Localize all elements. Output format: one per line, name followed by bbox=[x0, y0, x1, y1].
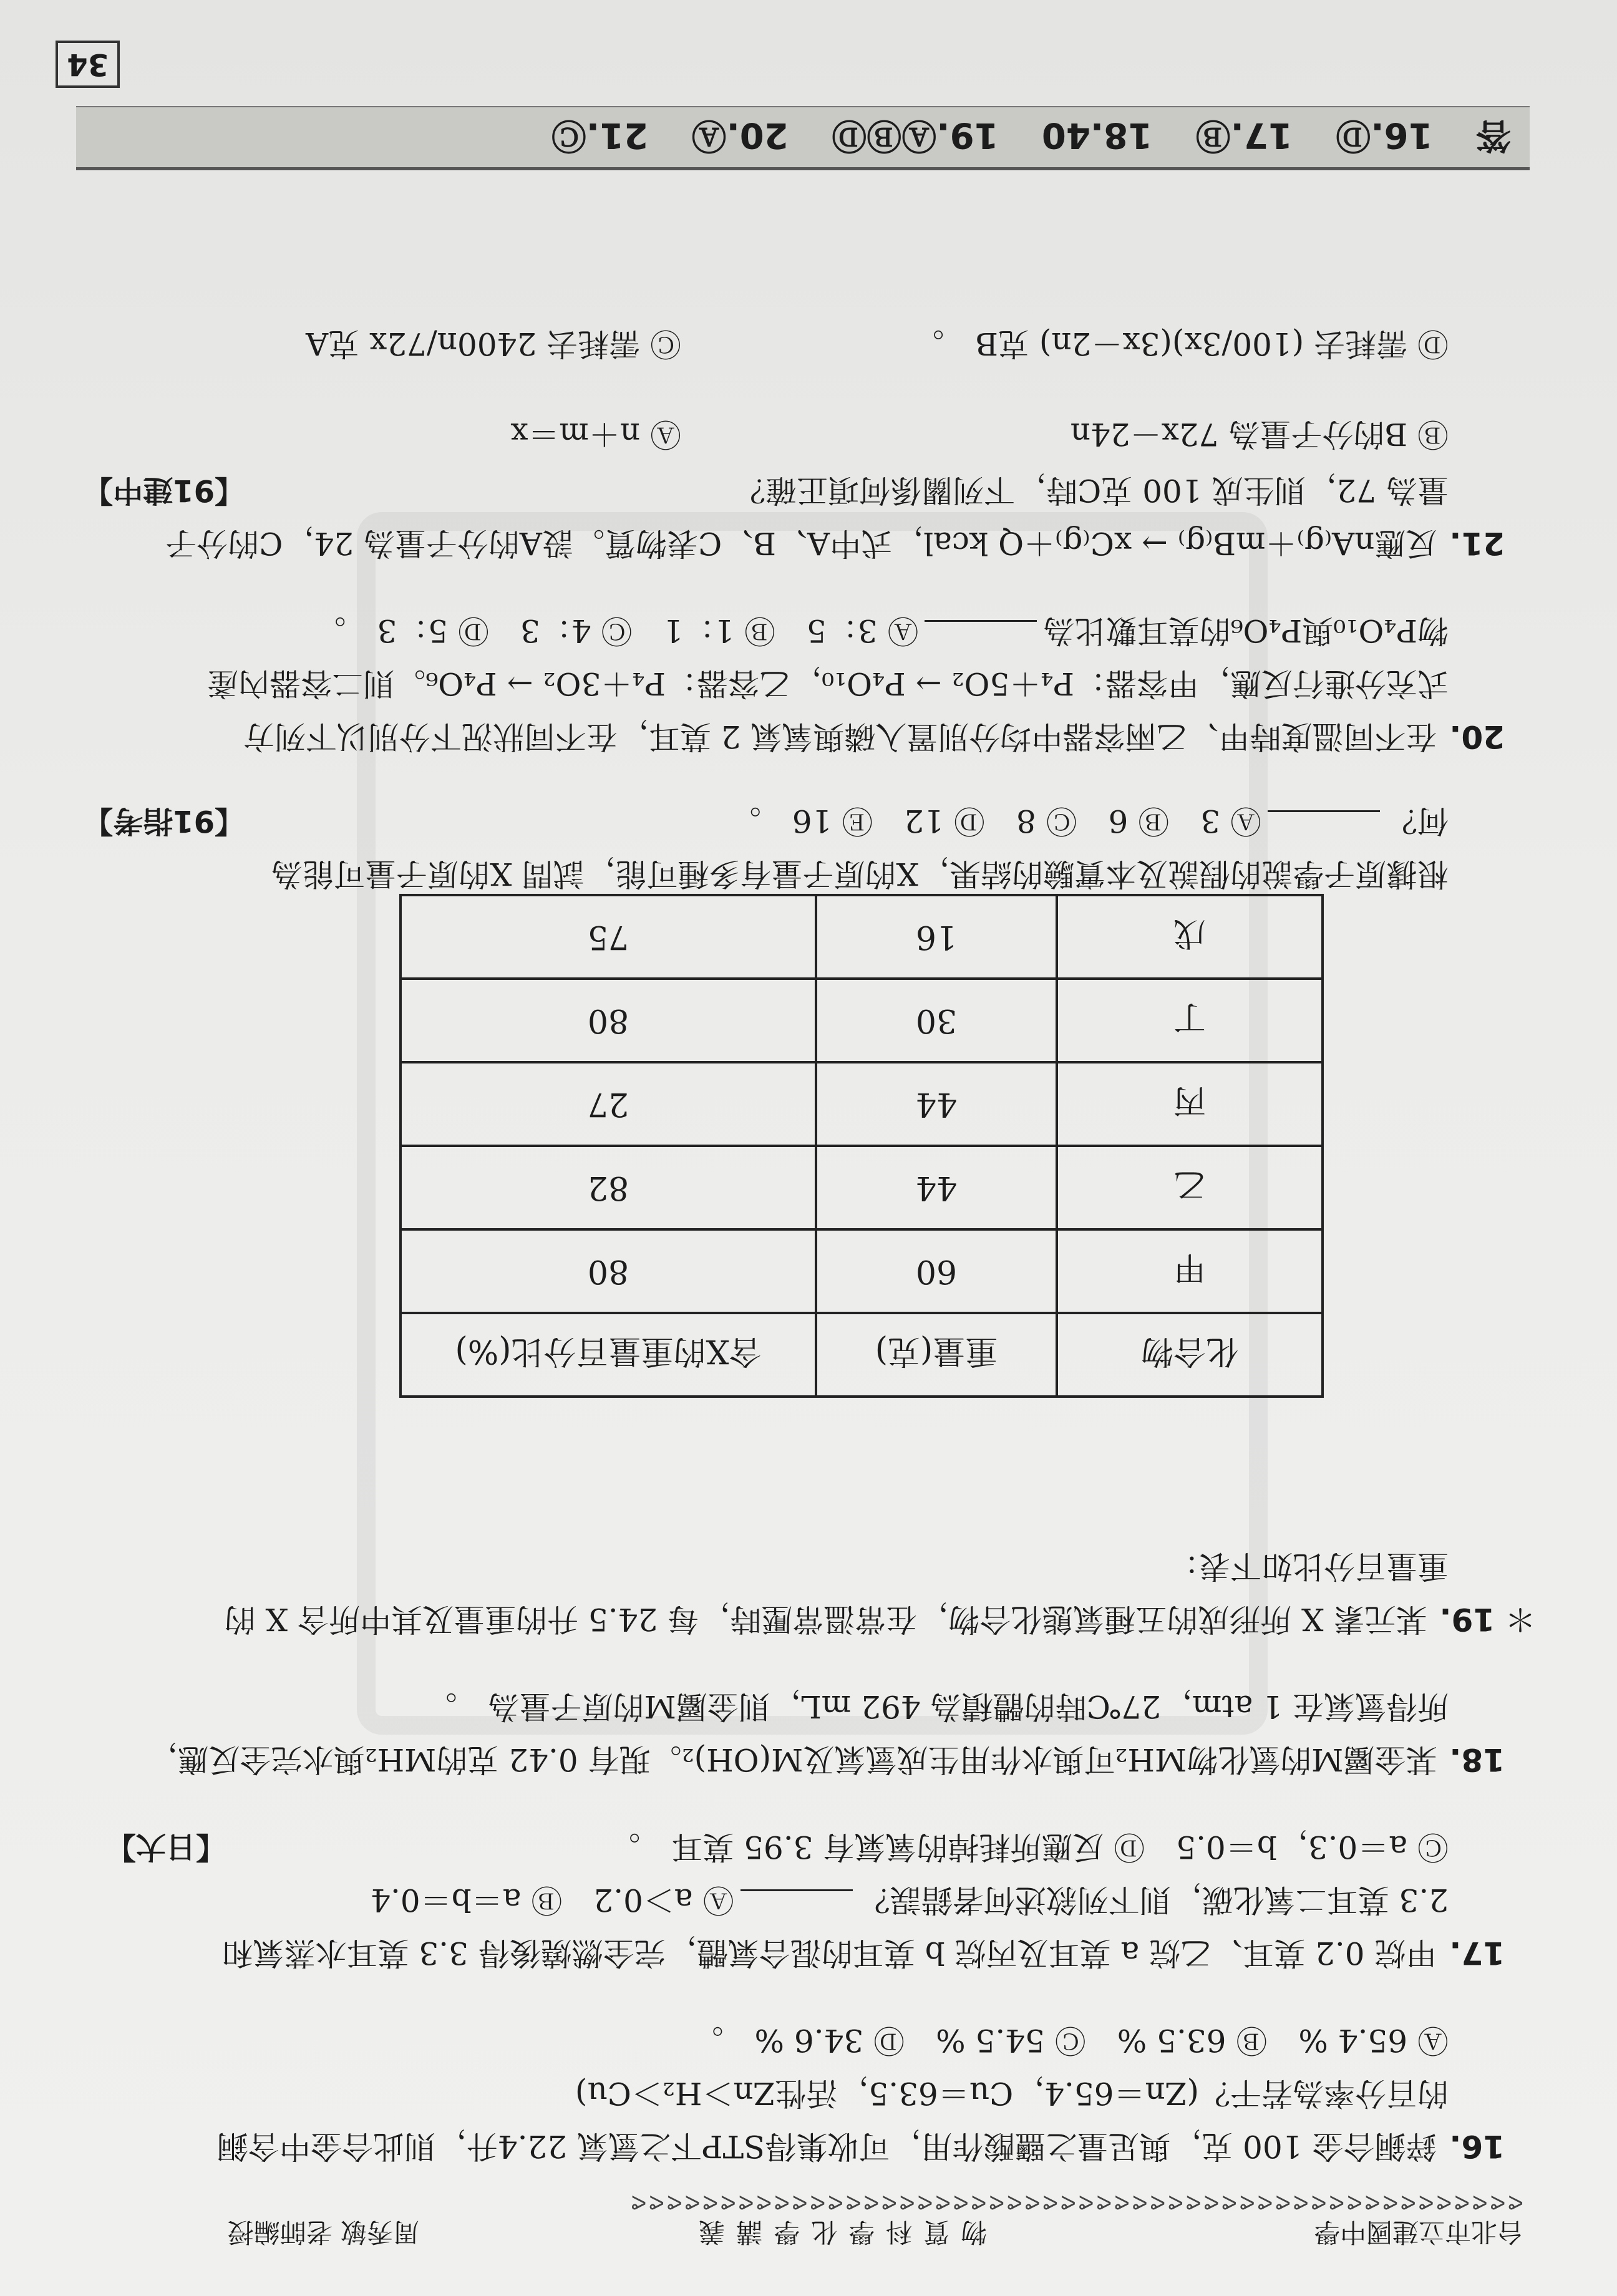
header-school: 台北市立建國中學 bbox=[1313, 2217, 1523, 2247]
question-18-line1 bbox=[147, 1735, 1505, 1785]
table-cell: 75 bbox=[401, 895, 816, 979]
question-16-text: 鋅銅合金 100 克，與足量之鹽酸作用，可收集得STP下之氫氣 22.4升，則此合金中含銅 bbox=[216, 2128, 1437, 2164]
header-book-title: 物質科學化學講義 bbox=[687, 2217, 987, 2247]
question-21-text: 反應nA₍g₎＋mB₍g₎ → xC₍g₎＋Q kcal，式中A、B、C表物質。設A的分子量為 24，C的分子 bbox=[165, 525, 1437, 561]
question-19-stem-end: 何？ bbox=[1386, 803, 1449, 839]
question-21-option-c: Ⓒ 需耗去 2400n/72x 克A bbox=[306, 326, 681, 362]
table-row bbox=[401, 1146, 1323, 1229]
answer-item: 20.Ⓐ bbox=[691, 115, 789, 155]
table-cell: 丙 bbox=[1057, 1062, 1323, 1146]
question-17-stem: 2.3 莫耳二氧化碳，則下列敘述何者錯誤？ bbox=[858, 1882, 1449, 1918]
question-17-text: 甲烷 0.2 莫耳、乙烷 a 莫耳及丙烷 b 莫耳的混合氣體，完全燃燒後得 3.3 莫耳水蒸氣和 bbox=[221, 1935, 1437, 1971]
table-header: 重量(克) bbox=[816, 1313, 1057, 1397]
question-21-line1 bbox=[165, 518, 1505, 568]
question-21-source: 【91建中】 bbox=[83, 473, 245, 508]
answer-item: 17.Ⓑ bbox=[1195, 115, 1293, 155]
table-row bbox=[401, 895, 1323, 979]
table-header: 含X的重量百分比(%) bbox=[401, 1313, 816, 1397]
question-20-number: 20. bbox=[1449, 719, 1505, 755]
question-21-line2: 量為 72，則生成 100 克C時，下列關係何項正確？ bbox=[734, 472, 1449, 508]
question-20-line3 bbox=[314, 606, 1449, 656]
question-18-line2: 所得氫氣在 1 atm，27℃時的體積為 492 mL，則金屬M的原子量為 。 bbox=[425, 1688, 1449, 1725]
answer-blank bbox=[925, 620, 1037, 653]
page-number: 34 bbox=[56, 41, 120, 88]
table-row bbox=[401, 979, 1323, 1062]
decorative-border: ᕙᕙᕙᕙᕙᕙᕙᕙᕙᕙᕙᕙᕙᕙᕙᕙᕙᕙᕙᕙᕙᕙᕙᕙᕙᕙᕙᕙᕙᕙᕙᕙᕙᕙᕙᕙᕙᕙᕙᕙᕙᕙᕙᕙᕙᕙᕙᕙᕙᕙ bbox=[628, 2190, 1523, 2215]
answer-key bbox=[520, 113, 1511, 163]
table-cell: 60 bbox=[816, 1229, 1057, 1313]
question-20-stem: 物P₄O₁₀與P₄O₆的莫耳數比為 bbox=[1043, 613, 1449, 649]
question-19-line1 bbox=[225, 1594, 1536, 1644]
compound-table bbox=[399, 894, 1324, 1398]
table-cell: 80 bbox=[401, 1229, 816, 1313]
question-17-line2 bbox=[371, 1875, 1449, 1925]
question-18-text: 某金屬M的氫化物MH₂可與水作用生成氫氣及M(OH)₂。現有 0.42 克的MH₂與水完全反應， bbox=[146, 1741, 1437, 1778]
table-header: 化合物 bbox=[1057, 1313, 1323, 1397]
table-cell: 82 bbox=[401, 1146, 816, 1229]
table-header-row bbox=[401, 1313, 1323, 1397]
table-cell: 44 bbox=[816, 1146, 1057, 1229]
table-cell: 丁 bbox=[1057, 979, 1323, 1062]
question-20-line2: 式充分進行反應，甲容器：P₄＋5O₂ → P₄O₁₀，乙容器：P₄＋3O₂ → P₄O₆。則二容器內產 bbox=[207, 666, 1449, 702]
question-17-line3: Ⓒ a＝0.3，b＝0.5 Ⓓ 反應所耗掉的氧氣有 3.95 莫耳 。 bbox=[609, 1829, 1449, 1865]
table-cell: 乙 bbox=[1057, 1146, 1323, 1229]
answer-blank bbox=[741, 1889, 853, 1922]
question-19-line4 bbox=[730, 796, 1449, 846]
question-20-line1 bbox=[243, 712, 1505, 762]
question-19-line2: 重量百分比如下表： bbox=[1168, 1548, 1449, 1584]
question-21-number: 21. bbox=[1449, 525, 1505, 561]
question-16-number: 16. bbox=[1449, 2128, 1505, 2164]
question-19-options: Ⓐ 3 Ⓑ 6 Ⓒ 8 Ⓓ 12 Ⓔ 16 。 bbox=[729, 803, 1261, 839]
question-16-line2: 的百分率為若干？(Zn＝65.4，Cu＝63.5，活性Zn＞H₂＞Cu) bbox=[575, 2075, 1449, 2111]
question-19-source: 【91指考】 bbox=[83, 803, 245, 838]
answer-item: 16.Ⓓ bbox=[1336, 115, 1433, 155]
answer-item: 18.40 bbox=[1041, 115, 1153, 155]
header-author: 周秀敏 老師編授 bbox=[227, 2217, 419, 2247]
answer-item: 19.ⒶⒷⒹ bbox=[832, 115, 999, 155]
table-cell: 27 bbox=[401, 1062, 816, 1146]
question-20-options: Ⓐ 3：5 Ⓑ 1：1 Ⓒ 4：3 Ⓓ 5：3 。 bbox=[314, 613, 919, 649]
question-21-option-b: Ⓑ B的分子量為 72x－24n bbox=[1070, 416, 1449, 452]
question-19-line3: 根據原子學說的假說及本實驗的結果，X的原子量有多種可能，試問 X的原子量可能為 bbox=[271, 856, 1449, 892]
table-cell: 戊 bbox=[1057, 895, 1323, 979]
question-16-options: Ⓐ 65.4 % Ⓑ 63.5 % Ⓒ 54.5 % Ⓓ 34.6 % 。 bbox=[692, 2022, 1449, 2058]
table-row bbox=[401, 1062, 1323, 1146]
question-20-text: 在不同溫度時甲、乙兩容器中均分別置入磷與氧氣 2 莫耳，在不同狀況下分別以下列方 bbox=[243, 719, 1437, 755]
question-19-text: 某元素 X 所形成的五種氣態化合物，在常溫常壓時，每 24.5 升的重量及其中所含 X 的 bbox=[224, 1601, 1427, 1637]
table-cell: 16 bbox=[816, 895, 1057, 979]
star-mark: ＊ bbox=[1505, 1601, 1536, 1637]
question-21-option-d: Ⓓ 需耗去 (100/3x)(3x－2n) 克B 。 bbox=[913, 326, 1449, 362]
table-cell: 80 bbox=[401, 979, 816, 1062]
question-18-number: 18. bbox=[1449, 1741, 1505, 1778]
table-cell: 30 bbox=[816, 979, 1057, 1062]
question-19-number: 19. bbox=[1439, 1601, 1495, 1637]
table-cell: 44 bbox=[816, 1062, 1057, 1146]
question-17-source: 【日大】 bbox=[105, 1829, 226, 1864]
answer-blank bbox=[1268, 810, 1380, 843]
question-16-line1 bbox=[217, 2121, 1505, 2171]
question-17-options-ab: Ⓐ a＞0.2 Ⓑ a＝b＝0.4 bbox=[371, 1882, 734, 1918]
table-row bbox=[401, 1229, 1323, 1313]
table-cell: 甲 bbox=[1057, 1229, 1323, 1313]
question-21-option-a: Ⓐ n＋m＝x bbox=[510, 416, 681, 452]
question-17-number: 17. bbox=[1449, 1935, 1505, 1971]
answer-item: 21.Ⓒ bbox=[551, 115, 649, 155]
question-17-line1 bbox=[221, 1928, 1505, 1978]
answer-label: 答 bbox=[1476, 115, 1511, 155]
